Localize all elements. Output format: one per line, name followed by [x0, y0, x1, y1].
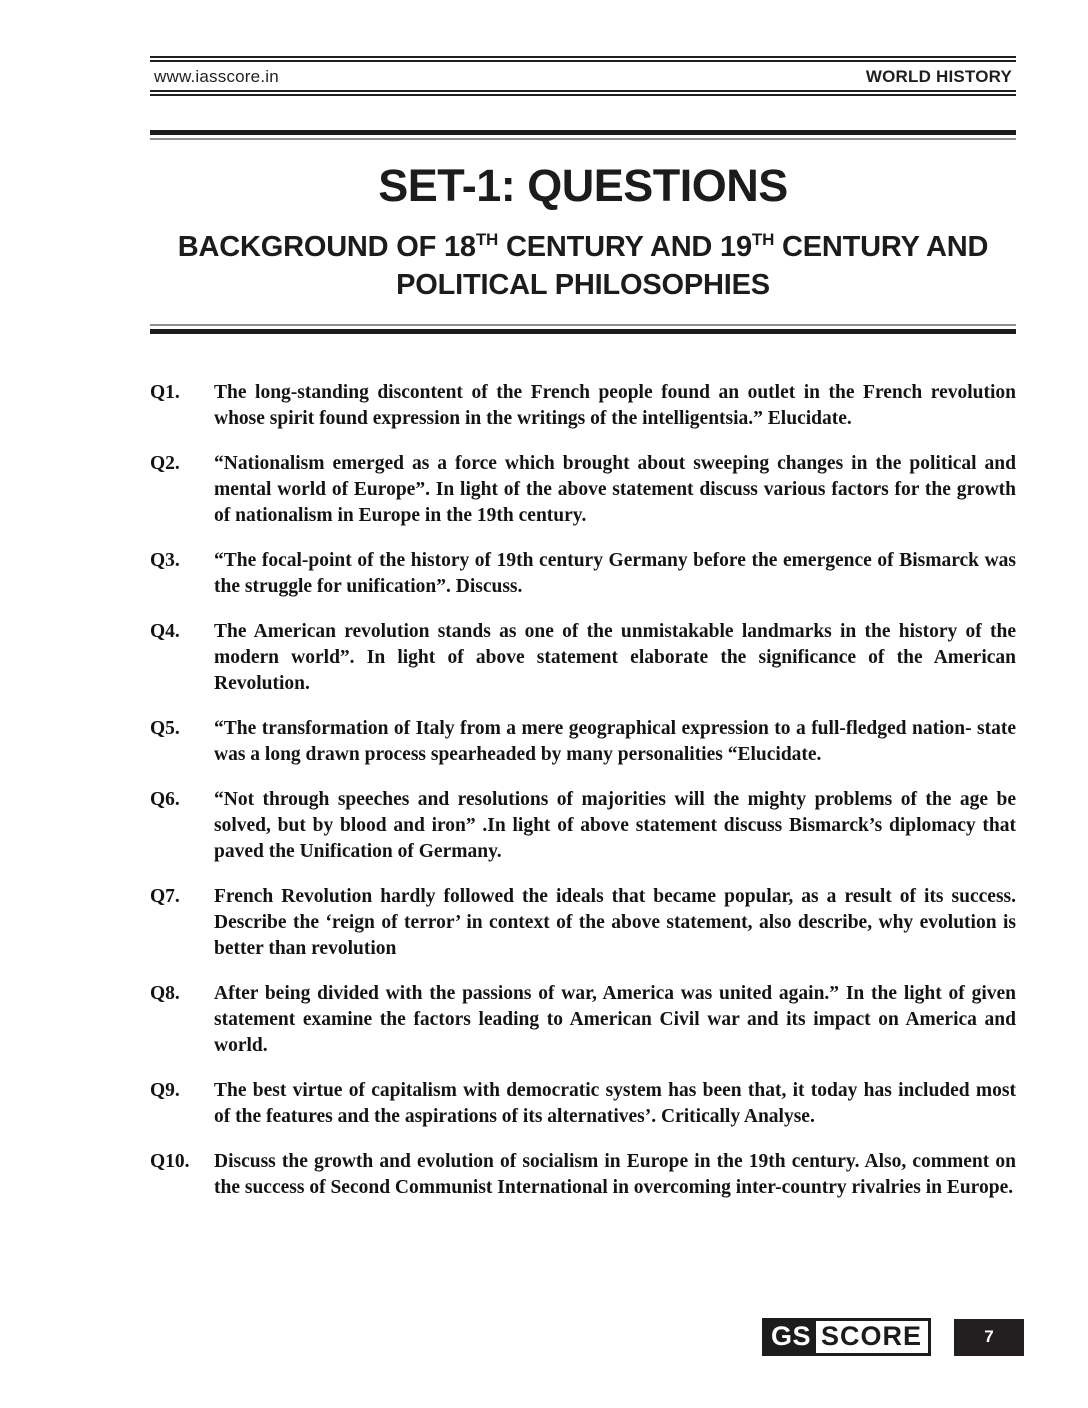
rule-bar-thick — [150, 329, 1016, 334]
subtitle-part-1: BACKGROUND OF 18 — [177, 231, 476, 263]
subtitle-part-2: CENTURY AND 19 — [498, 231, 752, 263]
question-number: Q4. — [150, 621, 180, 642]
question-item-1 — [150, 380, 1016, 432]
header-bottom-rule — [150, 90, 1016, 96]
question-number: Q10. — [150, 1151, 190, 1172]
question-item-8 — [150, 981, 1016, 1059]
question-item-7 — [150, 884, 1016, 962]
question-item-9 — [150, 1078, 1016, 1130]
page-footer — [762, 1318, 1024, 1356]
question-text: “The focal-point of the history of 19th century Germany before the emergence of Bismarck was the struggle for unification”. Discuss. — [214, 550, 1016, 597]
question-text: French Revolution hardly followed the ideals that became popular, as a result of its success. Describe the ‘reign of terror’ in context of the above statement, also describe, why evolution is better than revolution — [214, 886, 1016, 959]
question-text: After being divided with the passions of war, America was united again.” In the light of given statement examine the factors leading to American Civil war and its impact on America and world. — [214, 983, 1016, 1056]
question-number: Q2. — [150, 453, 180, 474]
page-subtitle — [150, 228, 1016, 304]
question-item-3 — [150, 548, 1016, 600]
question-item-6 — [150, 787, 1016, 865]
question-number: Q8. — [150, 983, 180, 1004]
question-number: Q1. — [150, 382, 180, 403]
rule-bar-thin — [150, 138, 1016, 140]
question-text: Discuss the growth and evolution of socialism in Europe in the 19th century. Also, comment on the success of Second Communist International in overcoming inter-country rivalries in Europe. — [214, 1151, 1016, 1198]
page-number-badge — [954, 1319, 1024, 1356]
question-item-10 — [150, 1149, 1016, 1201]
header-website-url: www.iasscore.in — [154, 66, 279, 86]
question-text: “The transformation of Italy from a mere geographical expression to a full-fledged nation- state was a long drawn process spearheaded by many personalities “Elucidate. — [214, 718, 1016, 765]
page-title: SET-1: QUESTIONS — [378, 160, 788, 211]
question-text: The long-standing discontent of the French people found an outlet in the French revolution whose spirit found expression in the writings of the intelligentsia.” Elucidate. — [214, 382, 1016, 429]
question-item-5 — [150, 716, 1016, 768]
question-number: Q6. — [150, 789, 180, 810]
subtitle-part-3: CENTURY AND POLITICAL PHILOSOPHIES — [396, 231, 989, 301]
question-number: Q7. — [150, 886, 180, 907]
logo-gs-segment: GS — [765, 1321, 816, 1353]
question-item-4 — [150, 619, 1016, 697]
title-bottom-rule — [150, 324, 1016, 334]
question-item-2 — [150, 451, 1016, 529]
question-text: The best virtue of capitalism with democratic system has been that, it today has included most of the features and the aspirations of its alternatives’. Critically Analyse. — [214, 1080, 1016, 1127]
question-text: “Nationalism emerged as a force which brought about sweeping changes in the political and mental world of Europe”. In light of the above statement discuss various factors for the growth of nationalism in Europe in the 19th century. — [214, 453, 1016, 526]
question-number: Q3. — [150, 550, 180, 571]
subtitle-superscript-2: TH — [751, 230, 775, 249]
header-row — [150, 62, 1016, 90]
question-text: “Not through speeches and resolutions of majorities will the mighty problems of the age be solved, but by blood and iron” .In light of above statement discuss Bismarck’s diplomacy that paved the Unification of Germany. — [214, 789, 1016, 862]
questions-list — [150, 380, 1016, 1201]
question-number: Q5. — [150, 718, 180, 739]
logo-score-segment: SCORE — [816, 1321, 928, 1353]
page-header — [150, 56, 1016, 96]
page-number: 7 — [984, 1327, 994, 1346]
title-top-rule — [150, 130, 1016, 140]
question-number: Q9. — [150, 1080, 180, 1101]
page-content — [150, 0, 1016, 1220]
gsscore-logo — [762, 1318, 931, 1356]
question-text: The American revolution stands as one of the unmistakable landmarks in the history of the modern world”. In light of above statement elaborate the significance of the American Revolution. — [214, 621, 1016, 694]
subtitle-superscript-1: TH — [475, 230, 499, 249]
header-subject-title: WORLD HISTORY — [865, 66, 1012, 86]
